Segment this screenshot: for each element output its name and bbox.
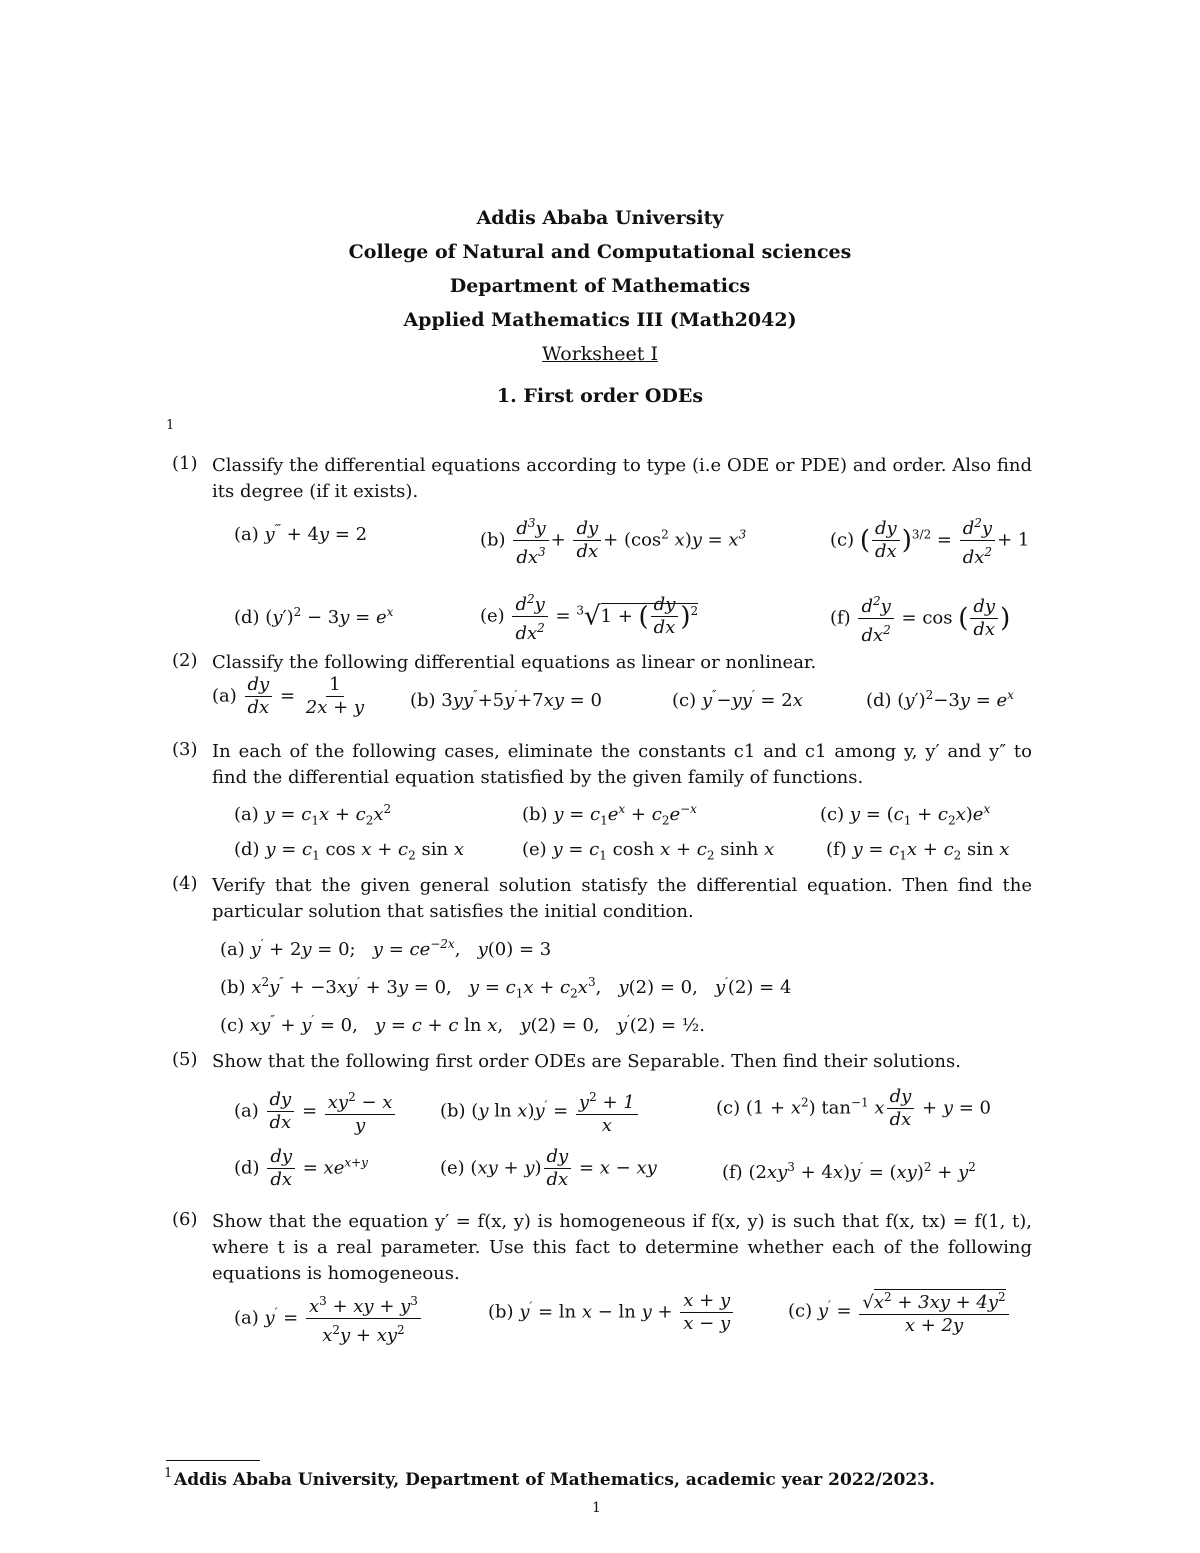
worksheet-title: Worksheet I bbox=[542, 343, 658, 365]
q5-item-c: (c) $(1 + x^2)$ $\tan^{-1} x$ $\frac{dy}{dx}$ + y = 0 bbox=[716, 1086, 991, 1130]
q5-item-b: (b) (y ln x)y′ = $\frac{y^2 + 1}{x}$ bbox=[440, 1086, 640, 1137]
q4-text: Verify that the given general solution statisfy the differential equation. Then find the particular solution that satisfies the initial condition. bbox=[212, 875, 1032, 922]
q3-number: (3) bbox=[172, 739, 198, 760]
q1-item-e: (e) $\frac{d^2y}{dx^2}$ = $^3$√1 + ( $\frac{dy}{dx}$ )$^2$ bbox=[480, 588, 698, 645]
page-number: 1 bbox=[592, 1500, 601, 1516]
q4-item-c: (c) xy″ + y′ = 0, y = c + c ln x, y(2) = 0, y′(2) = ½. bbox=[220, 1013, 705, 1036]
q3-item-f: (f) $y = c_1x + c_2$ sin x bbox=[826, 839, 1010, 863]
q3-item-d: (d) $y = c_1$ $\cos x + c_2$ sin x bbox=[234, 839, 464, 863]
section-title: 1. First order ODEs bbox=[496, 385, 704, 407]
department-title: Department of Mathematics bbox=[449, 275, 751, 297]
q3-item-b: (b) $y = c_1e^x + c_2e^{-x}$ bbox=[522, 802, 697, 828]
footnote-mark: 1 bbox=[166, 418, 175, 433]
university-title: Addis Ababa University bbox=[476, 207, 724, 229]
q1-item-c: (c) ( $\frac{dy}{dx}$ )$^{3/2}$ = $\frac{d^2y}{dx^2}$ + 1 bbox=[830, 512, 1029, 569]
q3-text: In each of the following cases, eliminate the constants c1 and c1 among y, y′ and y″ to find the differential equation statisfied by the given family of functions. bbox=[212, 741, 1032, 788]
footnote-number: 1 bbox=[164, 1466, 173, 1481]
q6-number: (6) bbox=[172, 1209, 198, 1230]
q6-item-c: (c) y′ = $\frac{√x^2 + 3xy + 4y^2}{x + 2y}$ bbox=[788, 1286, 1011, 1337]
college-title: College of Natural and Computational sciences bbox=[348, 241, 852, 263]
q3-item-e: (e) $y = c_1$ $\cosh x + c_2$ sinh x bbox=[522, 839, 775, 863]
q2-text: Classify the following differential equations as linear or nonlinear. bbox=[212, 652, 817, 673]
q4-item-a: (a) y′ + 2y = 0; $y = ce^{-2x}$, y(0) = 3 bbox=[220, 937, 552, 960]
q2-item-c: (c) y″−yy′ = 2x bbox=[672, 688, 803, 711]
q1-text: Classify the differential equations according to type (i.e ODE or PDE) and order. Also find its degree (if it exists). bbox=[212, 455, 1032, 502]
q3-item-a: (a) $y = c_1x + c_2x^2$ bbox=[234, 802, 392, 828]
q1-item-d: (d) $(y')^2 - 3y = e^x$ bbox=[234, 605, 394, 628]
q3-item-c: (c) $y = (c_1 + c_2x)e^x$ bbox=[820, 802, 991, 828]
q2-number: (2) bbox=[172, 650, 198, 671]
q5-item-e: (e) (xy + y) $\frac{dy}{dx}$ = x − xy bbox=[440, 1146, 657, 1190]
q5-item-d: (d) $\frac{dy}{dx}$ = $xe^{x+y}$ bbox=[234, 1146, 368, 1190]
q5-item-f: (f) $(2xy^3 + 4x)y' = (xy)^2 + y^2$ bbox=[722, 1160, 976, 1183]
footnote-rule bbox=[166, 1460, 260, 1461]
q1-item-a: (a) y‴ + 4y = 2 bbox=[234, 522, 368, 545]
q2-item-b: (b) 3yy″+5y′+7xy = 0 bbox=[410, 688, 602, 711]
footnote-text: Addis Ababa University, Department of Mathematics, academic year 2022/2023. bbox=[174, 1470, 935, 1490]
q5-item-a: (a) $\frac{dy}{dx}$ = $\frac{xy^2 - x}{y}$ bbox=[234, 1086, 397, 1137]
q2-item-a: (a) $\frac{dy}{dx}$ = $\frac{1}{2x + y}$ bbox=[212, 674, 365, 718]
course-title: Applied Mathematics III (Math2042) bbox=[403, 309, 797, 331]
q5-text: Show that the following first order ODEs are Separable. Then find their solutions. bbox=[212, 1051, 961, 1072]
q6-text: Show that the equation y′ = f(x, y) is homogeneous if f(x, y) is such that f(x, tx) = f(1, t), where t is a real parameter. Use this fact to determine whether each of the following equations is homogeneous. bbox=[212, 1211, 1032, 1284]
q1-item-f: (f) $\frac{d^2y}{dx^2}$ = cos ( $\frac{dy}{dx}$ ) bbox=[830, 590, 1010, 647]
q6-item-a: (a) y′ = $\frac{x^3 + xy + y^3}{x^2y + xy^2}$ bbox=[234, 1290, 423, 1347]
q2-item-d: (d) $(y')^2-3y = e^x$ bbox=[866, 688, 1014, 711]
q1-item-b: (b) $\frac{d^3y}{dx^3}$ + $\frac{dy}{dx}$ + ($\cos^2$ $x)y = x^3$ bbox=[480, 512, 746, 569]
q5-number: (5) bbox=[172, 1049, 198, 1070]
q1-number: (1) bbox=[172, 453, 198, 474]
q4-number: (4) bbox=[172, 873, 198, 894]
q6-item-b: (b) y′ = ln x − ln y + $\frac{x + y}{x - y}$ bbox=[488, 1290, 735, 1335]
q4-item-b: (b) $x^2y'' + -3xy' + 3y = 0$, $y = c_1x + c_2x^3$, y(2) = 0, y′(2) = 4 bbox=[220, 975, 792, 1001]
